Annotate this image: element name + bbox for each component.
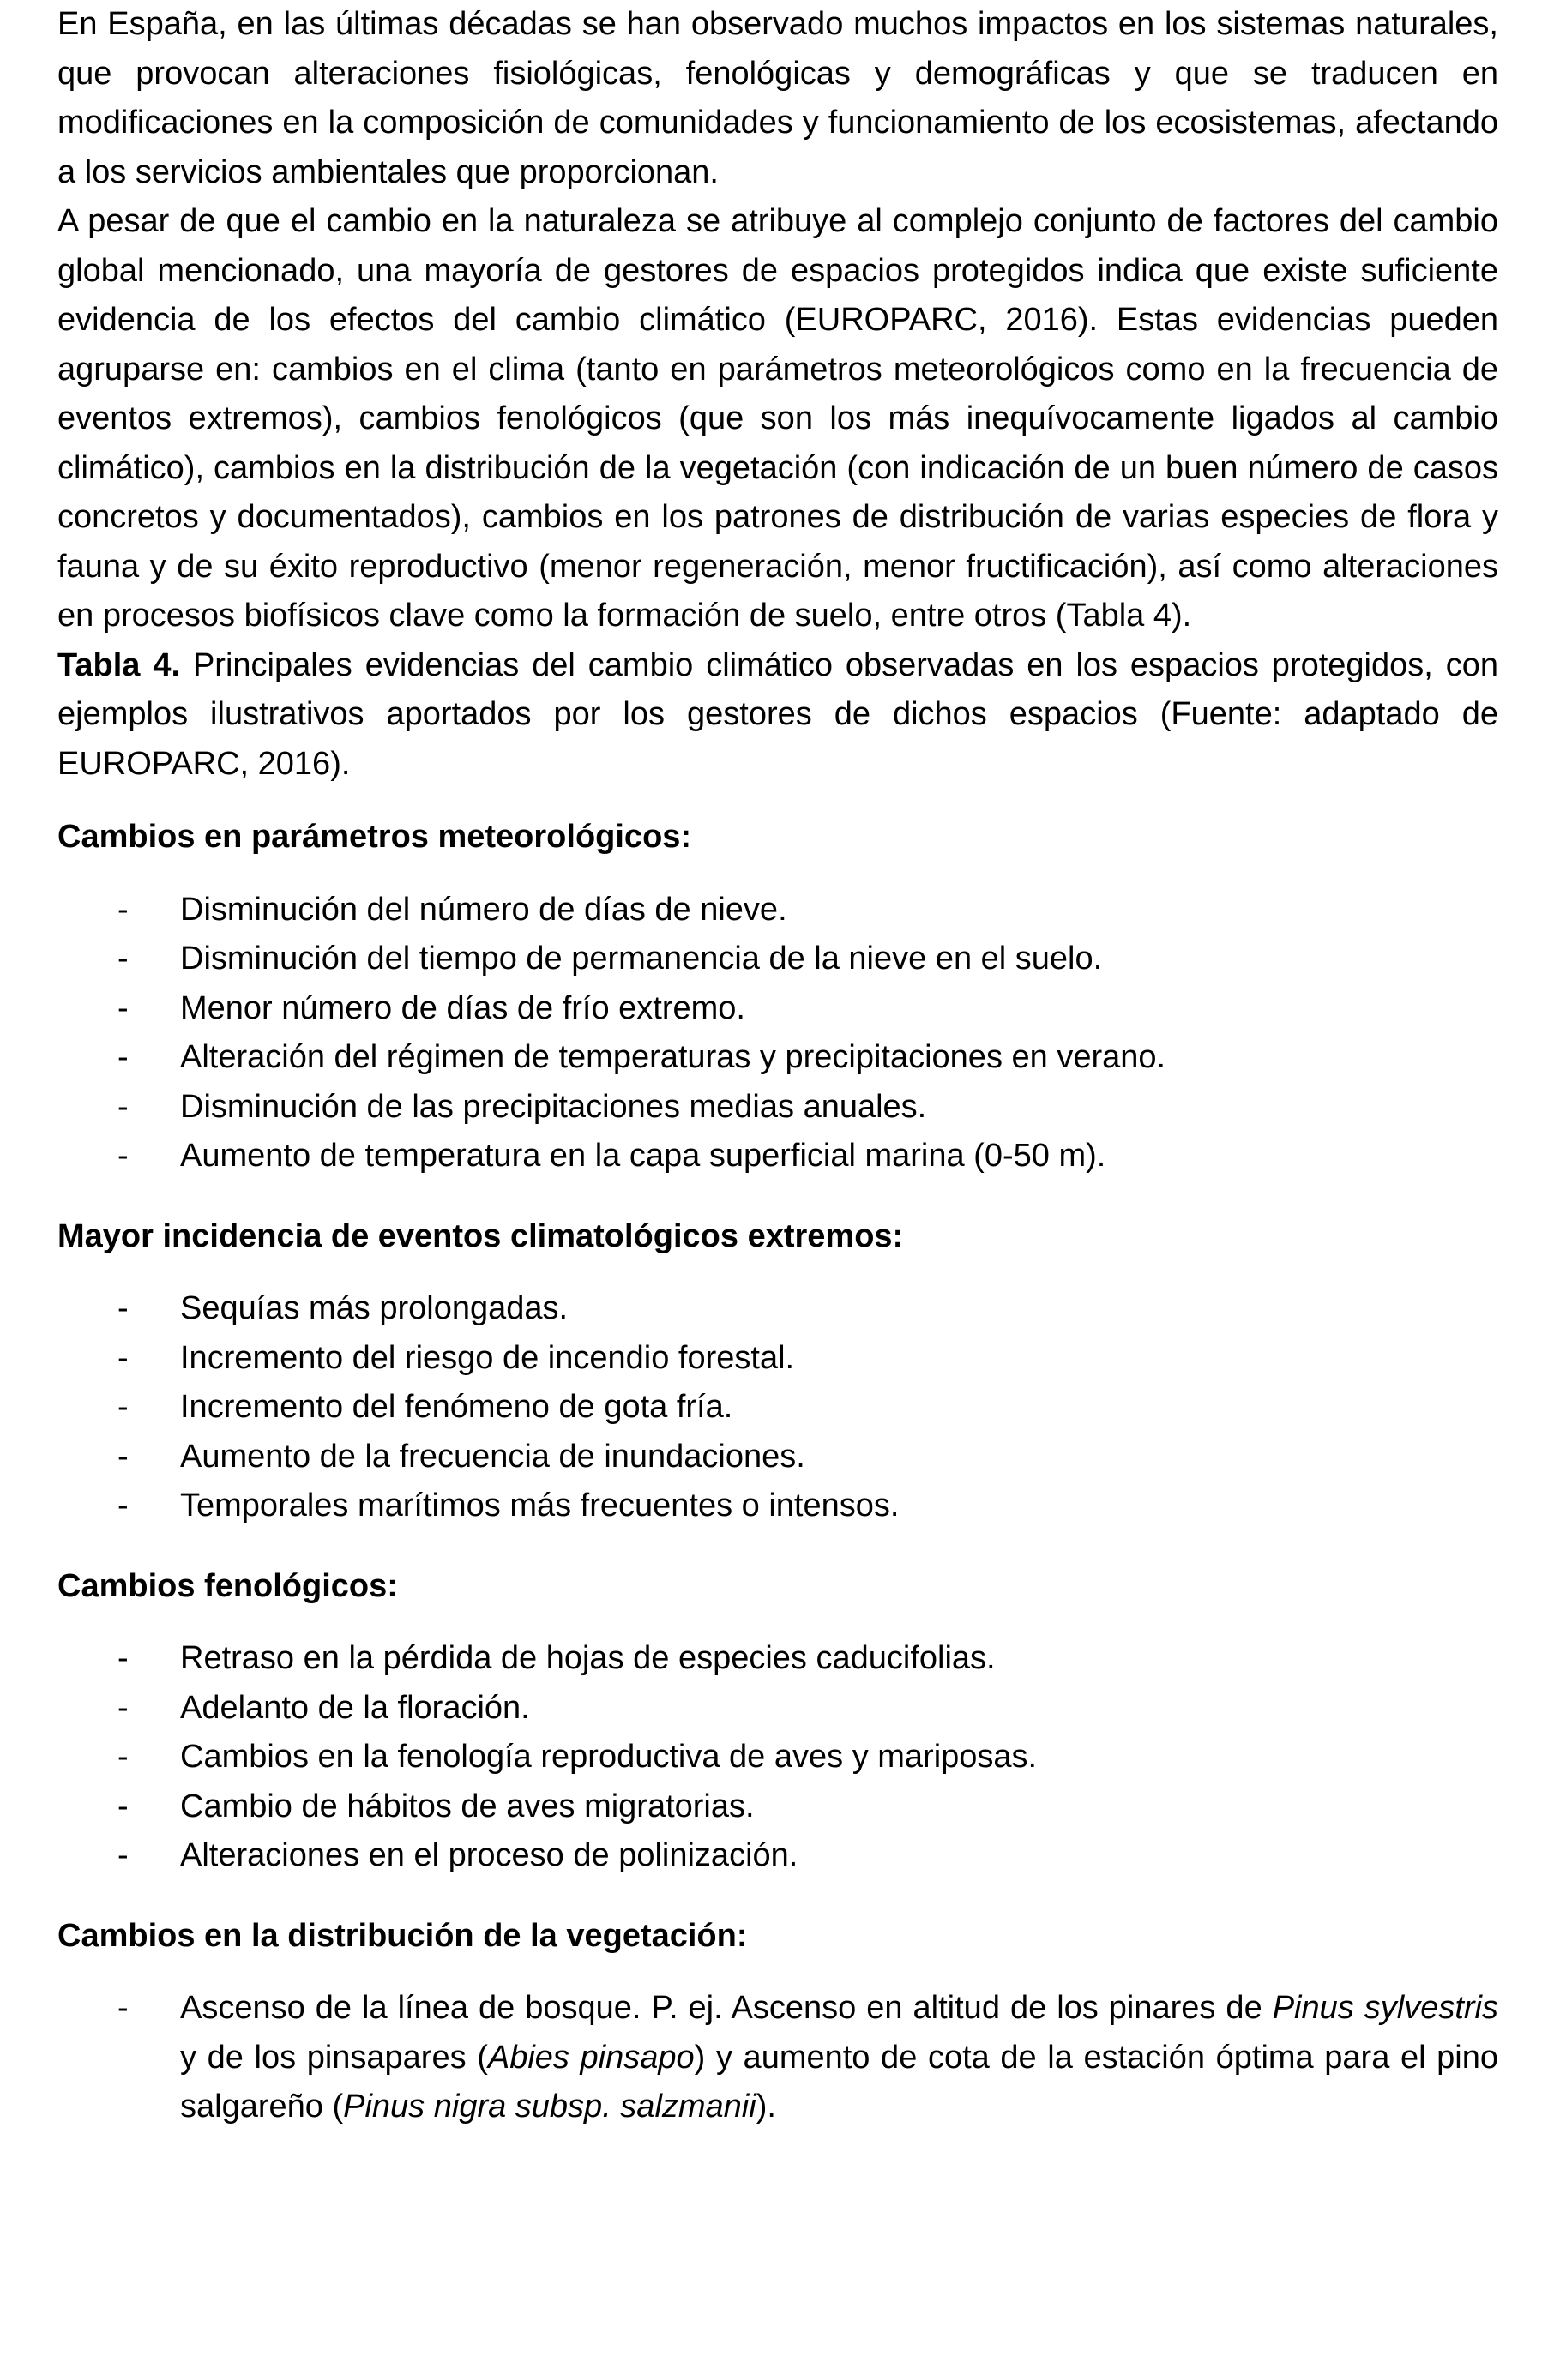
text-run: Ascenso de la línea de bosque. P. ej. Ascenso en altitud de los pinares de bbox=[180, 1990, 1273, 2026]
dash-bullet: - bbox=[117, 1389, 129, 1425]
list-item bbox=[57, 1433, 1498, 1482]
list-item-text: Disminución del número de días de nieve. bbox=[180, 891, 787, 928]
dash-bullet: - bbox=[117, 1039, 129, 1075]
dash-bullet: - bbox=[117, 1290, 129, 1326]
list-item-text: Incremento del fenómeno de gota fría. bbox=[180, 1389, 733, 1425]
section-extreme-events bbox=[57, 1212, 1498, 1531]
list-item bbox=[57, 1984, 1498, 2132]
list-item-text: Disminución de las precipitaciones medias anuales. bbox=[180, 1088, 927, 1125]
body-paragraph: En España, en las últimas décadas se han observado muchos impactos en los sistemas naturales, que provocan alteraciones fisiológicas, fenológicas y demográficas y que se traducen en modificaciones en la composición de comunidades y funcionamiento de los ecosistemas, afectando a los servicios ambientales que proporcionan. bbox=[57, 6, 1498, 190]
list-item bbox=[57, 1132, 1498, 1181]
list-item-text: Menor número de días de frío extremo. bbox=[180, 989, 745, 1026]
dash-bullet: - bbox=[117, 1689, 129, 1726]
dash-bullet: - bbox=[117, 1138, 129, 1174]
dash-bullet: - bbox=[117, 1788, 129, 1824]
text-run: ) y aumento de cota de la estación óptima para el pino salgareño ( bbox=[180, 2039, 1498, 2125]
section-vegetation bbox=[57, 1912, 1498, 2132]
list-item-text bbox=[180, 1984, 1498, 2132]
dash-bullet: - bbox=[117, 1339, 129, 1376]
list-item bbox=[57, 1033, 1498, 1083]
dash-bullet: - bbox=[117, 1088, 129, 1125]
section-phenological bbox=[57, 1562, 1498, 1881]
list-item bbox=[57, 1733, 1498, 1782]
list-item-text: Cambio de hábitos de aves migratorias. bbox=[180, 1788, 755, 1824]
list-item bbox=[57, 1284, 1498, 1334]
bullet-list bbox=[57, 1984, 1498, 2132]
list-item-text: Adelanto de la floración. bbox=[180, 1689, 530, 1726]
list-item-text: Disminución del tiempo de permanencia de la nieve en el suelo. bbox=[180, 941, 1103, 977]
species-name: Pinus sylvestris bbox=[1272, 1990, 1498, 2026]
dash-bullet: - bbox=[117, 1640, 129, 1676]
species-name: Abies pinsapo bbox=[487, 2039, 695, 2076]
bullet-list bbox=[57, 1284, 1498, 1531]
section-heading: Cambios fenológicos: bbox=[57, 1567, 398, 1604]
section-heading: Mayor incidencia de eventos climatológicos extremos: bbox=[57, 1217, 904, 1254]
list-item bbox=[57, 1334, 1498, 1384]
list-item-text: Alteraciones en el proceso de polinización. bbox=[180, 1837, 798, 1873]
body-paragraph: A pesar de que el cambio en la naturaleza se atribuye al complejo conjunto de factores del cambio global mencionado, una mayoría de gestores de espacios protegidos indica que existe suficiente evidencia de los efectos del cambio climático (EUROPARC, 2016). Estas evidencias pueden agruparse en: cambios en el clima (tanto en parámetros meteorológicos como en la frecuencia de eventos extremos), cambios fenológicos (que son los más inequívocamente ligados al cambio climático), cambios en la distribución de la vegetación (con indicación de un buen número de casos concretos y documentados), cambios en los patrones de distribución de varias especies de flora y fauna y de su éxito reproductivo (menor regeneración, menor fructificación), así como alteraciones en procesos biofísicos clave como la formación de suelo, entre otros (Tabla 4). bbox=[57, 203, 1498, 634]
dash-bullet: - bbox=[117, 891, 129, 928]
list-item bbox=[57, 1481, 1498, 1531]
list-item-text: Temporales marítimos más frecuentes o intensos. bbox=[180, 1488, 900, 1524]
text-run: y de los pinsapares ( bbox=[180, 2039, 488, 2076]
list-item bbox=[57, 1831, 1498, 1881]
dash-bullet: - bbox=[117, 1990, 129, 2026]
list-item bbox=[57, 935, 1498, 984]
text-run: ). bbox=[756, 2089, 776, 2125]
list-item-text: Aumento de la frecuencia de inundaciones. bbox=[180, 1438, 805, 1475]
list-item bbox=[57, 1083, 1498, 1133]
list-item-text: Aumento de temperatura en la capa superficial marina (0-50 m). bbox=[180, 1138, 1106, 1174]
dash-bullet: - bbox=[117, 989, 129, 1026]
bullet-list bbox=[57, 886, 1498, 1181]
section-heading: Cambios en parámetros meteorológicos: bbox=[57, 819, 692, 855]
list-item bbox=[57, 984, 1498, 1034]
species-name: Pinus nigra subsp. salzmanii bbox=[343, 2089, 756, 2125]
list-item-text: Incremento del riesgo de incendio forestal. bbox=[180, 1339, 795, 1376]
table-caption bbox=[57, 641, 1498, 790]
list-item-text: Cambios en la fenología reproductiva de aves y mariposas. bbox=[180, 1739, 1038, 1775]
table-caption-label: Tabla 4. bbox=[57, 646, 181, 683]
section-heading: Cambios en la distribución de la vegetación: bbox=[57, 1917, 748, 1954]
list-item bbox=[57, 1782, 1498, 1832]
list-item-text: Sequías más prolongadas. bbox=[180, 1290, 569, 1326]
list-item bbox=[57, 1634, 1498, 1684]
list-item bbox=[57, 1684, 1498, 1734]
table-caption-text: Principales evidencias del cambio climático observadas en los espacios protegidos, con ejemplos ilustrativos aportados por los gestores de dichos espacios (Fuente: adaptado de EUROPARC, 2016). bbox=[57, 646, 1498, 782]
list-item bbox=[57, 1383, 1498, 1433]
dash-bullet: - bbox=[117, 1438, 129, 1475]
document-page bbox=[57, 0, 1498, 2132]
section-meteorological bbox=[57, 813, 1498, 1181]
dash-bullet: - bbox=[117, 941, 129, 977]
list-item-text: Retraso en la pérdida de hojas de especies caducifolias. bbox=[180, 1640, 996, 1676]
list-item bbox=[57, 886, 1498, 935]
dash-bullet: - bbox=[117, 1488, 129, 1524]
dash-bullet: - bbox=[117, 1739, 129, 1775]
list-item-text: Alteración del régimen de temperaturas y precipitaciones en verano. bbox=[180, 1039, 1166, 1075]
dash-bullet: - bbox=[117, 1837, 129, 1873]
bullet-list bbox=[57, 1634, 1498, 1881]
